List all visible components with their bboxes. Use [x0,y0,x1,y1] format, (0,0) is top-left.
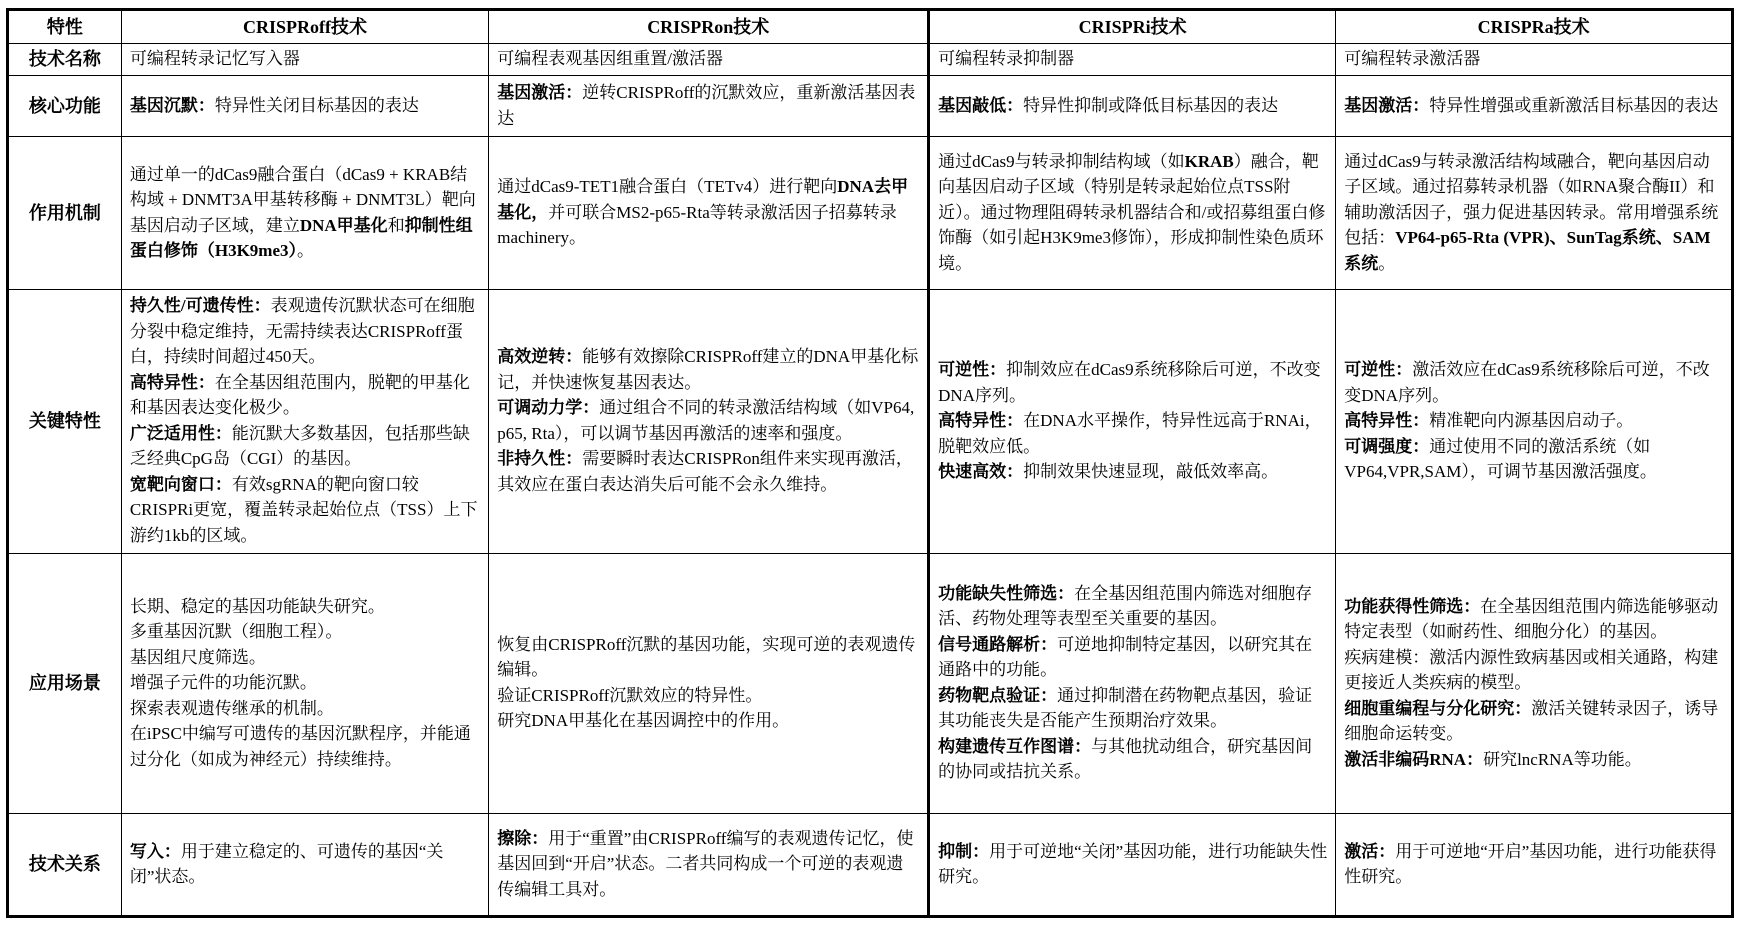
cell-text: 验证CRISPRoff沉默效应的特异性。 [497,685,763,705]
cell-line [1344,645,1723,696]
cell-text: 能够有效擦除CRISPRoff建立的DNA甲基化标记，并快速恢复基因表达。 [497,347,919,392]
term-label: 基因激活： [497,83,583,103]
cell-text: ）融合，靶向基因启动子区域（特别是转录起始位点TSS附近）。通过物理阻碍转录机器结合和/或招募组蛋白修饰酶（如引起H3K9me3修饰），形成抑制性染色质环境。 [938,151,1326,273]
cell-line [1344,747,1723,773]
term-label: 基因激活： [1344,95,1430,115]
cell-text: 表观遗传沉默状态可在细胞分裂中稳定维持，无需持续表达CRISPRoff蛋白，持续时间超过450天。 [129,296,475,367]
cell-text: 逆转CRISPRoff的沉默效应，重新激活基因表达 [497,83,916,128]
cell-line [497,826,919,903]
term-label: VP64-p65-Rta (VPR)、SunTag系统、SAM系统 [1344,228,1711,273]
cell-line [497,344,919,395]
cell-line [497,632,919,683]
crispr-comparison-table [6,8,1734,918]
cell-line [130,293,480,370]
cell-line [130,696,480,722]
term-label: 持久性/可遗传性： [129,296,271,316]
cell-text: 。 [297,241,314,261]
cell-text: 在iPSC中编写可遗传的基因沉默程序，并能通过分化（如成为神经元）持续维持。 [129,724,471,769]
term-label: 高特异性： [129,372,215,392]
cell-text: 用于可逆地“关闭”基因功能，进行功能缺失性研究。 [938,841,1328,886]
cell-text: 需要瞬时表达CRISPRon组件来实现再激活，其效应在蛋白表达消失后可能不会永久维持。 [497,449,913,494]
cell-text: 激活关键转录因子，诱导细胞命运转变。 [1344,698,1719,744]
cell-text: 可编程表观基因组重置/激活器 [497,49,723,69]
cell-line [497,395,919,446]
row-label: 技术关系 [8,814,122,917]
cell-text: 在全基因组范围内，脱靶的甲基化和基因表达变化极少。 [129,372,470,418]
cell-text: 多重基因沉默（细胞工程）。 [129,622,343,642]
term-label: 构建遗传互作图谱： [938,736,1092,756]
term-label: 功能缺失性筛选： [938,583,1075,603]
term-label: 激活非编码RNA： [1344,749,1484,769]
column-header-4: CRISPRa技术 [1336,10,1733,44]
cell-text: 在DNA水平操作，特异性远高于RNAi，脱靶效应低。 [938,411,1322,456]
table-row [8,814,1733,917]
cell-text: 可编程转录记忆写入器 [129,49,300,69]
cell-line [130,472,480,549]
term-label: 细胞重编程与分化研究： [1344,698,1532,718]
term-label: 抑制性组蛋白修饰（H3K9me3） [129,215,473,261]
cell-line [130,93,480,119]
cell-text: 特异性增强或重新激活目标基因的表达 [1429,95,1719,115]
cell-text: 用于建立稳定的、可遗传的基因“关闭”状态。 [129,841,444,886]
cell-line [938,683,1327,734]
cell-text: 抑制效应在dCas9系统移除后可逆，不改变DNA序列。 [938,360,1321,405]
cell-line [938,93,1327,119]
cell-line [497,174,919,251]
term-label: 高效逆转： [497,347,583,367]
term-label: DNA去甲基化， [497,177,909,222]
term-label: 非持久性： [497,449,583,469]
cell-line [938,408,1327,459]
cell-line [1344,696,1723,747]
table-cell [121,814,488,917]
cell-text: 能沉默大多数基因，包括那些缺乏经典CpG岛（CGI）的基因。 [129,423,470,469]
cell-line [130,370,480,421]
cell-line [497,80,919,131]
cell-line [130,421,480,472]
cell-text: 增强子元件的功能沉默。 [129,673,317,693]
cell-line [1344,46,1723,72]
table-cell [489,553,929,813]
table-row [8,76,1733,137]
table-row [8,553,1733,813]
cell-text: 通过抑制潜在药物靶点基因，验证其功能丧失是否能产生预期治疗效果。 [938,685,1313,731]
cell-line [1344,839,1723,890]
cell-line [938,459,1327,485]
cell-text: 通过dCas9-TET1融合蛋白（TETv4）进行靶向 [497,177,838,197]
cell-line [1344,93,1723,119]
term-label: 广泛适用性： [129,423,232,443]
cell-text: 基因组尺度筛选。 [129,647,266,667]
term-label: 快速高效： [938,462,1024,482]
cell-line [130,46,480,72]
term-label: 宽靶向窗口： [129,474,232,494]
table-row [8,44,1733,76]
table-row [8,136,1733,289]
cell-text: 特异性关闭目标基因的表达 [214,95,419,115]
table-cell [121,76,488,137]
cell-text: 在全基因组范围内筛选能够驱动特定表型（如耐药性、细胞分化）的基因。 [1344,596,1719,642]
table-cell [1336,136,1733,289]
row-label: 作用机制 [8,136,122,289]
cell-text: 。 [1378,253,1396,273]
column-header-2: CRISPRon技术 [489,10,929,44]
cell-text: 通过使用不同的激活系统（如VP64,VPR,SAM），可调节基因激活强度。 [1344,436,1657,482]
table-cell [1336,553,1733,813]
cell-text: 并可联合MS2-p65-Rta等转录激活因子招募转录 machinery。 [497,202,897,248]
cell-text: 研究DNA甲基化在基因调控中的作用。 [497,711,790,731]
term-label: 擦除： [497,828,549,848]
table-cell [121,553,488,813]
cell-text: 长期、稳定的基因功能缺失研究。 [129,596,385,616]
term-label: KRAB [1184,151,1234,171]
cell-line [938,839,1327,890]
table-cell [489,814,929,917]
term-label: 可调强度： [1344,436,1430,456]
cell-line [497,446,919,497]
cell-text: 和 [387,215,405,235]
cell-text: 恢复由CRISPRoff沉默的基因功能，实现可逆的表观遗传编辑。 [497,634,916,680]
cell-line [938,46,1327,72]
term-label: 基因沉默： [129,95,215,115]
cell-line [497,708,919,734]
table-cell [121,44,488,76]
cell-text: 用于可逆地“开启”基因功能，进行功能获得性研究。 [1344,841,1717,886]
term-label: 写入： [129,841,181,861]
cell-text: 探索表观遗传继承的机制。 [129,698,334,718]
term-label: 基因敲低： [938,95,1024,115]
table-cell [1336,814,1733,917]
term-label: 信号通路解析： [938,634,1058,654]
table-cell [121,290,488,553]
cell-text: 疾病建模：激活内源性致病基因或相关通路，构建更接近人类疾病的模型。 [1344,647,1719,693]
table-cell [1336,44,1733,76]
cell-text: 激活效应在dCas9系统移除后可逆，不改变DNA序列。 [1344,360,1710,405]
term-label: 可调动力学： [497,398,600,418]
table-cell [489,76,929,137]
cell-text: 用于“重置”由CRISPRoff编写的表观遗传记忆，使基因回到“开启”状态。二者共同构成一个可逆的表观遗传编辑工具对。 [497,828,914,899]
row-label: 核心功能 [8,76,122,137]
table-cell [929,136,1336,289]
table-cell [489,290,929,553]
row-label: 技术名称 [8,44,122,76]
column-header-1: CRISPRoff技术 [121,10,488,44]
column-header-0: 特性 [8,10,122,44]
table-header [8,10,1733,44]
cell-line [1344,408,1723,434]
cell-line [938,149,1327,277]
column-header-3: CRISPRi技术 [929,10,1336,44]
term-label: 药物靶点验证： [938,685,1058,705]
cell-text: 精准靶向内源基因启动子。 [1429,411,1634,431]
table-cell [121,136,488,289]
cell-line [1344,594,1723,645]
term-label: 可逆性： [1344,360,1413,380]
table-cell [929,814,1336,917]
cell-text: 可编程转录激活器 [1344,49,1481,69]
term-label: 高特异性： [1344,411,1430,431]
term-label: 抑制： [938,841,990,861]
cell-text: 通过dCas9与转录激活结构域融合，靶向基因启动子区域。通过招募转录机器（如RNA聚合酶II）和辅助激活因子，强力促进基因转录。常用增强系统包括： [1344,151,1719,248]
term-label: 激活： [1344,841,1396,861]
cell-text: 抑制效果快速显现，敲低效率高。 [1023,462,1279,482]
cell-line [130,162,480,264]
cell-line [130,670,480,696]
header-row [8,10,1733,44]
cell-line [497,46,919,72]
cell-text: 通过单一的dCas9融合蛋白（dCas9 + KRAB结构域 + DNMT3A甲基转移酶 + DNMT3L）靶向基因启动子区域，建立 [129,164,476,235]
cell-line [130,839,480,890]
cell-text: 与其他扰动组合，研究基因间的协同或拮抗关系。 [938,736,1313,782]
cell-text: 通过dCas9与转录抑制结构域（如 [938,151,1185,171]
cell-text: 通过组合不同的转录激活结构域（如VP64, p65, Rta），可以调节基因再激活的速率和强度。 [497,398,915,443]
cell-line [130,594,480,620]
cell-line [130,619,480,645]
row-label: 关键特性 [8,290,122,553]
cell-line [938,632,1327,683]
table-cell [1336,76,1733,137]
table-row [8,290,1733,553]
cell-text: 可编程转录抑制器 [938,49,1075,69]
table-cell [489,136,929,289]
table-cell [929,553,1336,813]
cell-line [1344,434,1723,485]
cell-line [497,683,919,709]
cell-line [1344,357,1723,408]
cell-line [130,721,480,772]
cell-text: 有效sgRNA的靶向窗口较CRISPRi更宽，覆盖转录起始位点（TSS）上下游约1kb的区域。 [129,474,478,545]
cell-text: 在全基因组范围内筛选对细胞存活、药物处理等表型至关重要的基因。 [938,583,1313,629]
table-cell [489,44,929,76]
table-body [8,44,1733,917]
table-cell [929,76,1336,137]
cell-line [130,645,480,671]
cell-text: 特异性抑制或降低目标基因的表达 [1023,95,1279,115]
term-label: 高特异性： [938,411,1024,431]
cell-line [938,357,1327,408]
cell-line [938,734,1327,785]
cell-line [1344,149,1723,277]
cell-line [938,581,1327,632]
row-label: 应用场景 [8,553,122,813]
table-cell [929,290,1336,553]
term-label: DNA甲基化 [299,215,388,235]
cell-text: 可逆地抑制特定基因，以研究其在通路中的功能。 [938,634,1313,680]
term-label: 可逆性： [938,360,1007,380]
table-cell [1336,290,1733,553]
table-cell [929,44,1336,76]
cell-text: 研究lncRNA等功能。 [1483,749,1642,769]
term-label: 功能获得性筛选： [1344,596,1481,616]
